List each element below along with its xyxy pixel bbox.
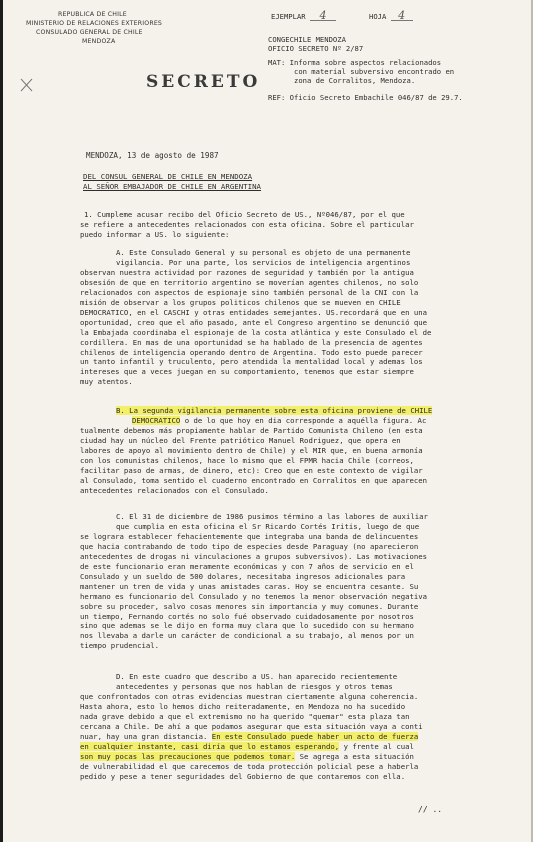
p1-line: 1. Cumpleme acusar recibo del Oficio Secreto de US., Nº046/87, por el que: [84, 210, 405, 219]
pd-line: nada grave debido a que el extremismo no ha querido "quemar" esta plaza tan: [80, 711, 410, 721]
pc-line: C. El 31 de diciembre de 1986 pusimos término a las labores de auxiliar: [116, 512, 428, 521]
pd-line: antecedentes y personas que nos hablan de riesgos y otros temas: [116, 681, 393, 691]
pd-text: nuar, hay una gran distancia.: [80, 731, 212, 741]
pa-line: muy atentos.: [80, 377, 133, 387]
letterhead-ministry: MINISTERIO DE RELACIONES EXTERIORES: [26, 20, 163, 27]
pc-line: se lograra establecer fehacientemente que integraba una banda de delincuentes: [80, 531, 419, 541]
paragraph-d: [80, 672, 423, 781]
p1-line: se refiere a antecedentes relacionados con esta oficina. Sobre el particular: [80, 219, 414, 229]
pc-line: sino que ademas se le dijo en forma muy clara que lo sucedido con su hermano: [80, 621, 414, 631]
paragraph-c: [80, 512, 428, 651]
pc-line: de este funcionario eran meramente económicas y con 7 años de servicio en el: [80, 561, 414, 571]
reference-block: [268, 35, 463, 102]
p1-line: puedo informar a US. lo siguiente:: [80, 229, 230, 239]
pd-line: [80, 752, 423, 762]
addressee-to: AL SEÑOR EMBAJADOR DE CHILE EN ARGENTINA: [83, 182, 261, 191]
pc-line: hermano es funcionario del Consulado y no tenemos la menor observación negativa: [80, 591, 428, 601]
pd-line: [80, 742, 423, 752]
letterhead-republic: REPUBLICA DE CHILE: [58, 11, 127, 18]
pb-line: al Consulado, toma sentido el cuaderno encontrado en Corralitos en que aparecen: [80, 475, 428, 485]
page-left-edge: [0, 0, 3, 842]
addressee-from: DEL CONSUL GENERAL DE CHILE EN MENDOZA: [83, 172, 253, 181]
pd-text: y frente al cual: [339, 741, 414, 751]
pc-line: que cumplia en esta oficina el Sr Ricardo Cortés Iritis, luego de que: [116, 521, 420, 531]
pb-line: con los comunistas chilenos, hace lo mismo que el FPMR hacia Chile (correos,: [80, 455, 414, 465]
copy-number: [271, 11, 336, 21]
pc-line: Consulado y un sueldo de 500 dolares, necesitaba ingresos adicionales para: [80, 571, 406, 581]
secret-stamp: SECRETO: [146, 72, 261, 92]
pa-line: intereses que a veces juegan en su comportamiento, tenemos que estar siempre: [80, 367, 414, 377]
pd-line: D. En este cuadro que describo a US. han aparecido recientemente: [116, 672, 398, 681]
pa-line: relacionados con aspectos de espionaje sino también personal de la CNI con la: [80, 287, 419, 297]
letterhead: [26, 10, 162, 46]
pd-highlight: en cualquier instante, casi diría que lo estamos esperando,: [80, 741, 340, 751]
pb-line: ciudad hay un núcleo del Frente patriótico Manuel Rodriguez, que opera en: [80, 435, 401, 445]
pc-line: un tiempo, Fernando cortés no solo fué observado cuidadosamente por nosotros: [80, 611, 414, 621]
pa-line: chilenos de inteligencia operando dentro de Argentina. Todo esto puede parecer: [80, 347, 423, 357]
pa-line: vigilancia. Por una parte, los servicios de inteligencia argentinos: [116, 257, 411, 267]
pc-line: sobre su proceder, salvo cosas menores sin importancia y muy comunes. Durante: [80, 601, 419, 611]
sender-code: CONGECHILE MENDOZA: [268, 35, 346, 44]
subject-line-1: MAT: Informa sobre aspectos relacionados: [268, 58, 442, 67]
continuation-mark: // ..: [418, 805, 443, 814]
pb-text: o de lo que hoy en dia corresponde a aquélla figura. Ac: [180, 415, 427, 425]
sheet-label: HOJA: [369, 12, 387, 21]
pc-line: antecedentes de drogas ni vinculaciones a grupos subversivos). Las motivaciones: [80, 551, 428, 561]
paragraph-b: [80, 406, 432, 496]
copy-value: 4: [310, 11, 336, 21]
pb-line: tualmente debemos más propiamente hablar de Partido Comunista Chileno (en esta: [80, 425, 423, 435]
paragraph-1: [80, 210, 414, 240]
subject-line-3: zona de Corralitos, Mendoza.: [294, 76, 416, 85]
pa-line: obsesión de que en territorio argentino se moverían agentes chilenos, no solo: [80, 277, 419, 287]
office-number: OFICIO SECRETO Nº 2/87: [268, 44, 364, 53]
pd-highlight: son muy pocas las precauciones que podemos tomar.: [80, 751, 296, 761]
sheet-number: [369, 11, 413, 21]
copy-label: EJEMPLAR: [271, 12, 306, 21]
letterhead-city: MENDOZA: [82, 38, 116, 45]
addressees: [83, 172, 261, 192]
pb-highlight: B. La segunda vigilancia permanente sobre esta oficina proviene de CHILE: [116, 406, 433, 415]
pc-line: que hacia contrabando de todo tipo de especies desde Paraguay (no aparecieron: [80, 541, 419, 551]
subject-line-2: con material subversivo encontrado en: [294, 67, 455, 76]
pb-line: antecedentes relacionados con el Consulado.: [80, 485, 269, 495]
letter-date: MENDOZA, 13 de agosto de 1987: [86, 151, 219, 160]
pd-highlight: En este Consulado puede haber un acto de fuerza: [211, 731, 419, 741]
pa-line: un tanto infantil y truculento, pero atendida la mentalidad local y ademas los: [80, 357, 423, 367]
pa-line: oportunidad, creo que el año pasado, ante el Congreso argentino se denunció que: [80, 317, 428, 327]
pb-line: [80, 406, 432, 416]
pb-highlight: DEMOCRATICO: [132, 415, 181, 425]
paragraph-a: [80, 248, 431, 387]
pd-line: Hasta ahora, esto lo hemos dicho reiteradamente, en Mendoza no ha sucedido: [80, 701, 406, 711]
pa-line: la Embajada coordinaba el espionaje de la costa atlántica y este Consulado el de: [80, 327, 432, 337]
pb-line: facilitar paso de armas, de dinero, etc): Creo que en este contexto de vigilar: [80, 465, 423, 475]
pa-line: observan nuestra actividad por razones de seguridad y también por la antigua: [80, 267, 414, 277]
pc-line: nos llevaba a darle un carácter de condicional a su trabajo, al menos por un: [80, 631, 414, 641]
pd-line: [80, 732, 423, 742]
pa-line: misión de observar a los grupos politicos chilenos que se mueven en CHILE: [80, 297, 401, 307]
pa-line: A. Este Consulado General y su personal es objeto de una permanente: [116, 248, 411, 257]
sheet-value: 4: [391, 11, 413, 21]
letterhead-consulate: CONSULADO GENERAL DE CHILE: [36, 29, 143, 36]
margin-cross-mark: [18, 76, 36, 94]
pd-line: pedido y pese a tener seguridades del Gobierno de que contaremos con ella.: [80, 771, 406, 781]
pd-line: de vulnerabilidad el que carecemos de toda protección policial pese a haberla: [80, 761, 419, 771]
pd-line: cercana a Chile. De ahí a que podamos asegurar que esta situación vaya a conti: [80, 721, 423, 731]
pd-line: que confrontados con otras evidencias muestran ciertamente alguna coherencia.: [80, 691, 419, 701]
pa-line: cordillera. En mas de una oportunidad se ha hablado de la presencia de agentes: [80, 337, 423, 347]
pa-line: DEMOCRATICO, en el CASCHI y otras entidades semejantes. US.recordará que en una: [80, 307, 428, 317]
pd-text: Se agrega a esta situación: [295, 751, 414, 761]
pb-line: labores de apoyo al movimiento dentro de Chile) y el MIR que, en buena armonía: [80, 445, 423, 455]
reference-line: REF: Oficio Secreto Embachile 046/87 de 29.7.: [268, 93, 463, 102]
pc-line: mantener un tren de vida y unas amistades caras. Hoy se encuentra cesante. Su: [80, 581, 419, 591]
pc-line: tiempo prudencial.: [80, 641, 160, 651]
pb-line: [80, 416, 432, 426]
